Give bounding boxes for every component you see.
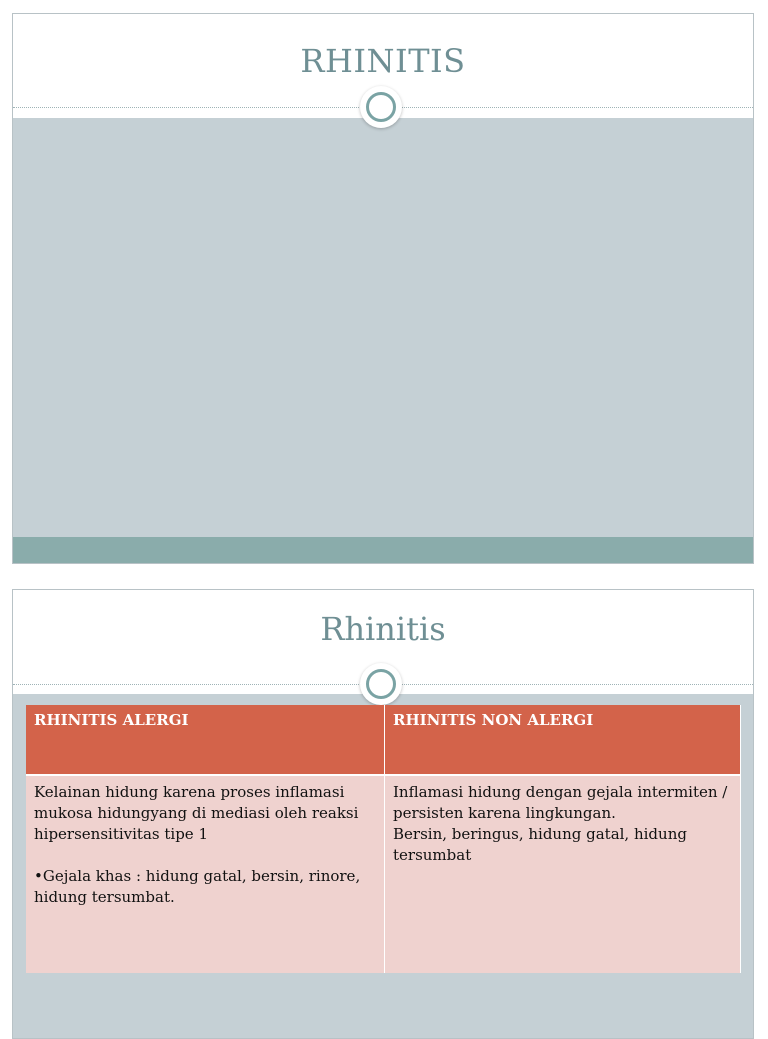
table-row [26, 775, 741, 973]
header-rhinitis-alergi: RHINITIS ALERGI [26, 705, 385, 775]
circle-ornament-icon [360, 86, 402, 128]
definition-text: Kelainan hidung karena proses inflamasi mukosa hidungyang di mediasi oleh reaksi hipersensitivitas tipe 1 [34, 783, 359, 843]
comparison-table [26, 705, 741, 973]
symptoms-text: Bersin, beringus, hidung gatal, hidung tersumbat [393, 825, 687, 864]
circle-ornament-icon [360, 663, 402, 705]
cell-rhinitis-non-alergi [385, 775, 741, 973]
footer-band [13, 537, 753, 564]
cell-rhinitis-alergi [26, 775, 385, 973]
slide-1 [12, 13, 754, 564]
slide-2 [12, 589, 754, 1039]
slide-content-area [13, 118, 753, 537]
definition-text: Inflamasi hidung dengan gejala intermiten / persisten karena lingkungan. [393, 783, 728, 822]
symptoms-text: •Gejala khas : hidung gatal, bersin, rinore, hidung tersumbat. [34, 867, 361, 906]
slide-title: RHINITIS [300, 42, 466, 80]
slide-title: Rhinitis [320, 610, 446, 648]
header-rhinitis-non-alergi: RHINITIS NON ALERGI [385, 705, 741, 775]
table-header-row [26, 705, 741, 775]
